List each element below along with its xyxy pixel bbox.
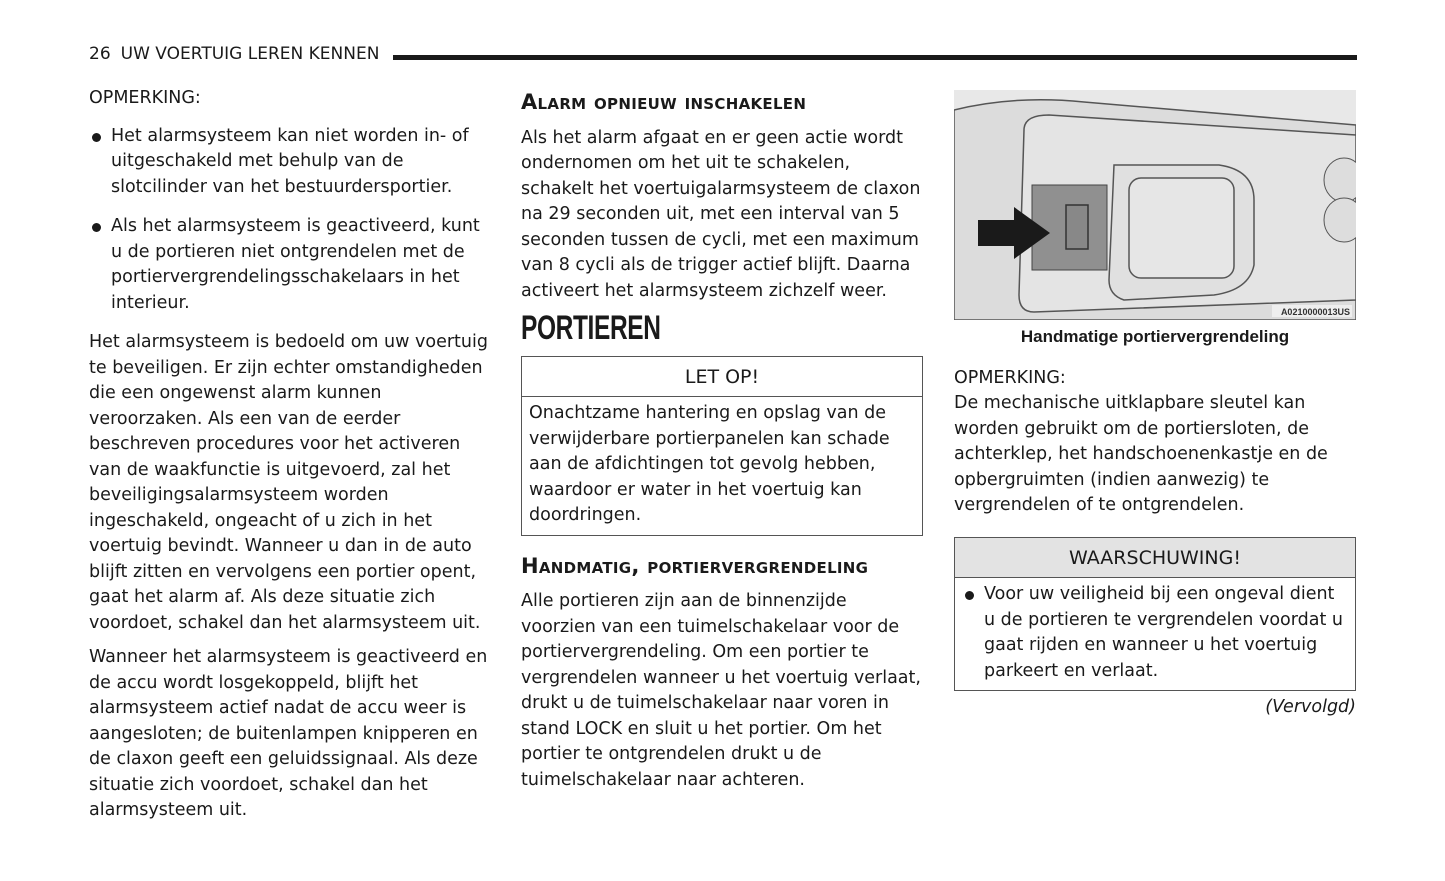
column-right bbox=[954, 86, 1356, 721]
continued-label: (Vervolgd) bbox=[1265, 697, 1356, 717]
column-middle bbox=[521, 86, 923, 802]
column-left bbox=[89, 86, 491, 833]
list-item: Het alarmsysteem kan niet worden in- of uitgeschakeld met behulp van de slotcilinder van het bestuurdersportier. bbox=[89, 124, 491, 201]
paragraph: Als het alarm afgaat en er geen actie wordt ondernomen om het uit te schakelen, schakelt het voertuigalarmsysteem de claxon na 29 seconden uit, met een interval van 5 seconden tussen de cycli, met een maximum van 8 cycli als de trigger actief blijft. Daarna activeert het alarmsysteem zichzelf weer. bbox=[521, 127, 921, 301]
heading-manual-lock: Handmatig, portiervergrendeling bbox=[521, 553, 869, 578]
heading-alarm: Alarm opnieuw inschakelen bbox=[521, 90, 807, 114]
door-lock-figure bbox=[954, 90, 1356, 320]
list-item: Als het alarmsysteem is geactiveerd, kunt u de portieren niet ontgrendelen met de portiervergrendelingsschakelaars in het interieur. bbox=[89, 214, 491, 316]
paragraph: Het alarmsysteem is bedoeld om uw voertuig te beveiligen. Er zijn echter omstandigheden die een ongewenst alarm kunnen veroorzaken. Als een van de eerder beschreven procedures voor het activeren van de waakfunctie is uitgevoerd, zal het beveiligingsalarmsysteem worden ingeschakeld, ongeacht of u zich in het voertuig bevindt. Wanneer u dan in de auto blijft zitten en vervolgens een portier opent, gaat het alarm af. Als deze situatie zich voordoet, schakel dan het alarmsysteem uit. bbox=[89, 332, 488, 633]
page-number: 26 bbox=[89, 44, 111, 64]
caution-title: LET OP! bbox=[522, 357, 922, 398]
header-rule bbox=[393, 55, 1357, 60]
page-header bbox=[89, 42, 379, 68]
paragraph: Wanneer het alarmsysteem is geactiveerd en de accu wordt losgekoppeld, blijft het alarmsysteem actief nadat de accu weer is aangesloten; de buitenlampen knipperen en de claxon geeft een geluidssignaal. Als deze situatie zich voordoet, schakel dan het alarmsysteem uit. bbox=[89, 647, 488, 820]
warning-box bbox=[954, 537, 1356, 692]
paragraph: Alle portieren zijn aan de binnenzijde voorzien van een tuimelschakelaar voor de portiervergrendeling. Om een portier te vergrendelen wanneer u het voertuig verlaat, drukt u de tuimelschakelaar naar voren in stand LOCK en sluit u het portier. Om het portier te ontgrendelen drukt u de tuimelschakelaar naar achteren. bbox=[521, 591, 921, 790]
warning-title: WAARSCHUWING! bbox=[955, 538, 1355, 579]
caution-text: Onachtzame hantering en opslag van de verwijderbare portierpanelen kan schade aan de afdichtingen tot gevolg hebben, waardoor er water in het voertuig kan doordringen. bbox=[529, 403, 890, 525]
list-item: Voor uw veiligheid bij een ongeval dient u de portieren te vergrendelen voordat u gaat rijden en wanneer u het voertuig parkeert en verlaat. bbox=[962, 582, 1348, 684]
section-title: PORTIEREN bbox=[521, 309, 661, 347]
caution-box bbox=[521, 356, 923, 536]
figure-caption: Handmatige portiervergrendeling bbox=[1020, 327, 1290, 346]
note-label: OPMERKING: bbox=[954, 367, 1066, 388]
note-text: De mechanische uitklapbare sleutel kan worden gebruikt om de portiersloten, de achterklep, het handschoenenkastje en de opbergruimten (indien aanwezig) te vergrendelen of te ontgrendelen. bbox=[954, 393, 1328, 515]
note-list bbox=[89, 124, 491, 317]
section-name: UW VOERTUIG LEREN KENNEN bbox=[120, 44, 380, 64]
note-label: OPMERKING: bbox=[89, 88, 201, 108]
figure-code: A0210000013US bbox=[1280, 307, 1350, 317]
